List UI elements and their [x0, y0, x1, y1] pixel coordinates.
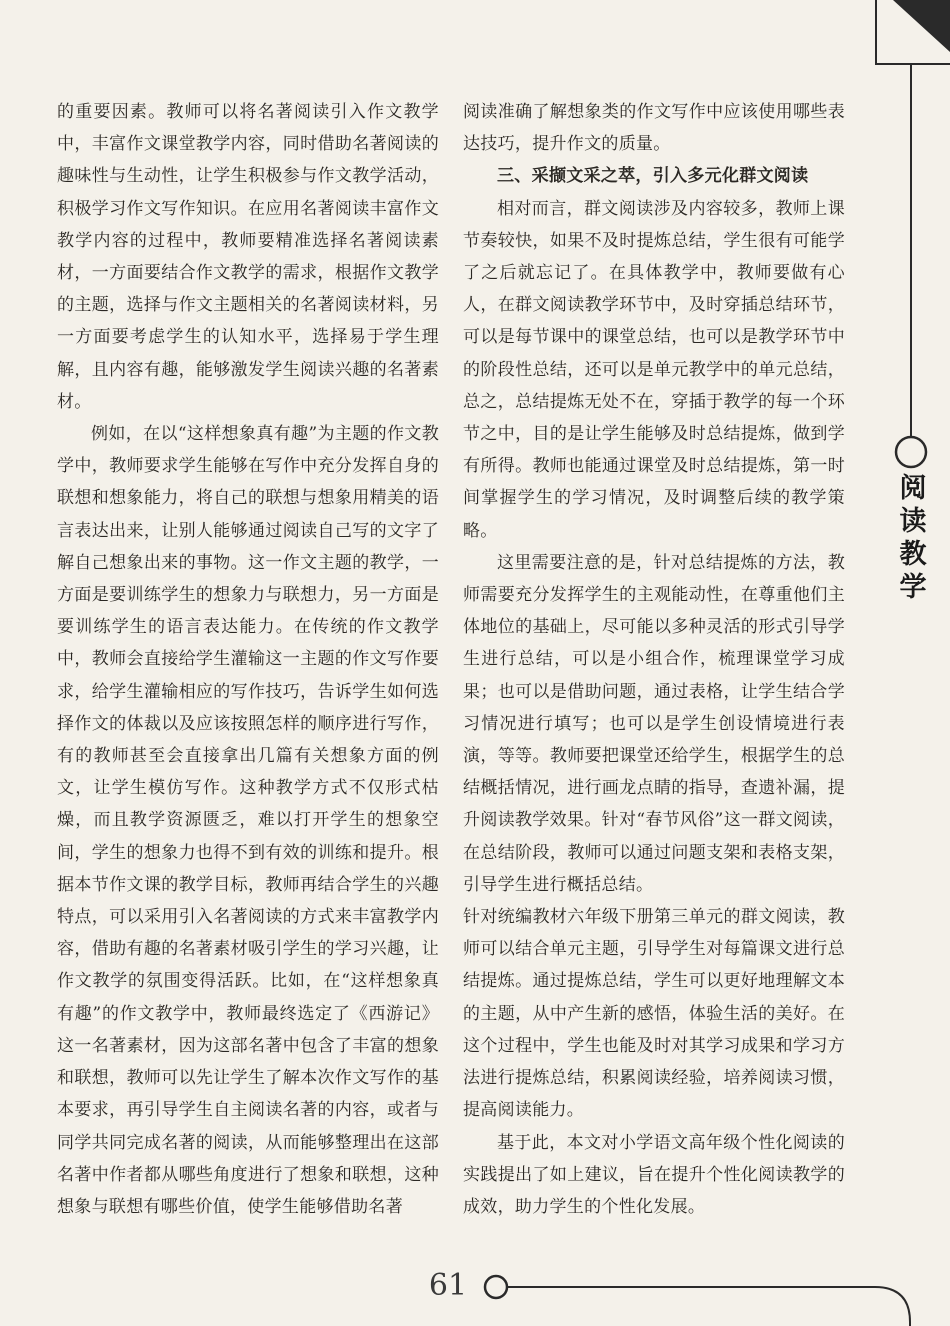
section-label-char: 读	[899, 506, 927, 537]
paragraph: 这里需要注意的是，针对总结提炼的方法，教师需要充分发挥学生的主观能动性，在尊重他们主体地位的基础上，尽可能以多种灵活的形式引导学生进行总结，可以是小组合作，梳理课堂学习成果；也可以是借助问题，通过表格，让学生结合学习情况进行填写；也可以是学生创设情境进行表演，等等。教师要把课堂还给学生，根据学生的总结概括情况，进行画龙点睛的指导，查遗补漏，提升阅读教学效果。针对“春节风俗”这一群文阅读，在总结阶段，教师可以通过问题支架和表格支架，引导学生进行概括总结。	[463, 552, 845, 895]
section-label-char: 阅	[899, 473, 927, 504]
section-heading: 三、采撷文采之萃，引入多元化群文阅读	[497, 166, 809, 187]
section-label-char: 学	[899, 572, 927, 603]
page-number: 61	[428, 1268, 468, 1303]
corner-triangle	[893, 0, 950, 52]
section-circle-marker	[896, 437, 926, 467]
paragraph: 阅读准确了解想象类的作文写作中应该使用哪些表达技巧，提升作文的质量。	[463, 102, 845, 155]
left-column	[57, 96, 439, 1223]
paragraph: 例如，在以“这样想象真有趣”为主题的作文教学中，教师要求学生能够在写作中充分发挥自身的联想和想象能力，将自己的联想与想象用精美的语言表达出来，让别人能够通过阅读自己写的文字了解自己想象出来的事物。这一作文主题的教学，一方面是要训练学生的想象力与联想力，另一方面是要训练学生的语言表达能力。在传统的作文教学中，教师会直接给学生灌输这一主题的作文写作要求，给学生灌输相应的写作技巧，告诉学生如何选择作文的体裁以及应该按照怎样的顺序进行写作，有的教师甚至会直接拿出几篇有关想象方面的例文，让学生模仿写作。这种教学方式不仅形式枯燥，而且教学资源匮乏，难以打开学生的想象空间，学生的想象力也得不到有效的训练和提升。根据本节作文课的教学目标，教师再结合学生的兴趣特点，可以采用引入名著阅读的方式来丰富教学内容，借助有趣的名著素材吸引学生的学习兴趣，让作文教学的氛围变得活跃。比如，在“这样想象真有趣”的作文教学中，教师最终选定了《西游记》这一名著素材，因为这部名著中包含了丰富的想象和联想，教师可以先让学生了解本次作文写作的基本要求，再引导学生自主阅读名著的内容，或者与同学共同完成名著的阅读，从而能够整理出在这部名著中作者都从哪些角度进行了想象和联想，这种想象与联想有哪些价值，使学生能够借助名著	[57, 424, 439, 1217]
paragraph: 相对而言，群文阅读涉及内容较多，教师上课节奏较快，如果不及时提炼总结，学生很有可能学了之后就忘记了。在具体教学中，教师要做有心人，在群文阅读教学环节中，及时穿插总结环节，可以是每节课中的课堂总结，也可以是教学环节中的阶段性总结，还可以是单元教学中的单元总结，总之，总结提炼无处不在，穿插于教学的每一个环节之中，目的是让学生能够及时总结提炼，做到学有所得。教师也能通过课堂及时总结提炼，第一时间掌握学生的学习情况，及时调整后续的教学策略。	[463, 198, 845, 541]
paragraph: 基于此，本文对小学语文高年级个性化阅读的实践提出了如上建议，旨在提升个性化阅读教学的成效，助力学生的个性化发展。	[463, 1132, 845, 1217]
section-label-char: 教	[899, 539, 927, 570]
right-column	[463, 96, 845, 1223]
paragraph: 针对统编教材六年级下册第三单元的群文阅读，教师可以结合单元主题，引导学生对每篇课文进行总结提炼。通过提炼总结，学生可以更好地理解文本的主题，从中产生新的感悟，体验生活的美好。在这个过程中，学生也能及时对其学习成果和学习方法进行提炼总结，积累阅读经验，培养阅读习惯，提高阅读能力。	[463, 907, 845, 1121]
page-number-circle	[485, 1276, 507, 1298]
paragraph: 的重要因素。教师可以将名著阅读引入作文教学中，丰富作文课堂教学内容，同时借助名著阅读的趣味性与生动性，让学生积极参与作文教学活动，积极学习作文写作知识。在应用名著阅读丰富作文教学内容的过程中，教师要精准选择名著阅读素材，一方面要结合作文教学的需求，根据作文教学的主题，选择与作文主题相关的名著阅读材料，另一方面要考虑学生的认知水平，选择易于学生理解，且内容有趣，能够激发学生阅读兴趣的名著素材。	[57, 102, 439, 412]
bottom-rule	[507, 1287, 910, 1326]
section-label	[893, 472, 933, 604]
